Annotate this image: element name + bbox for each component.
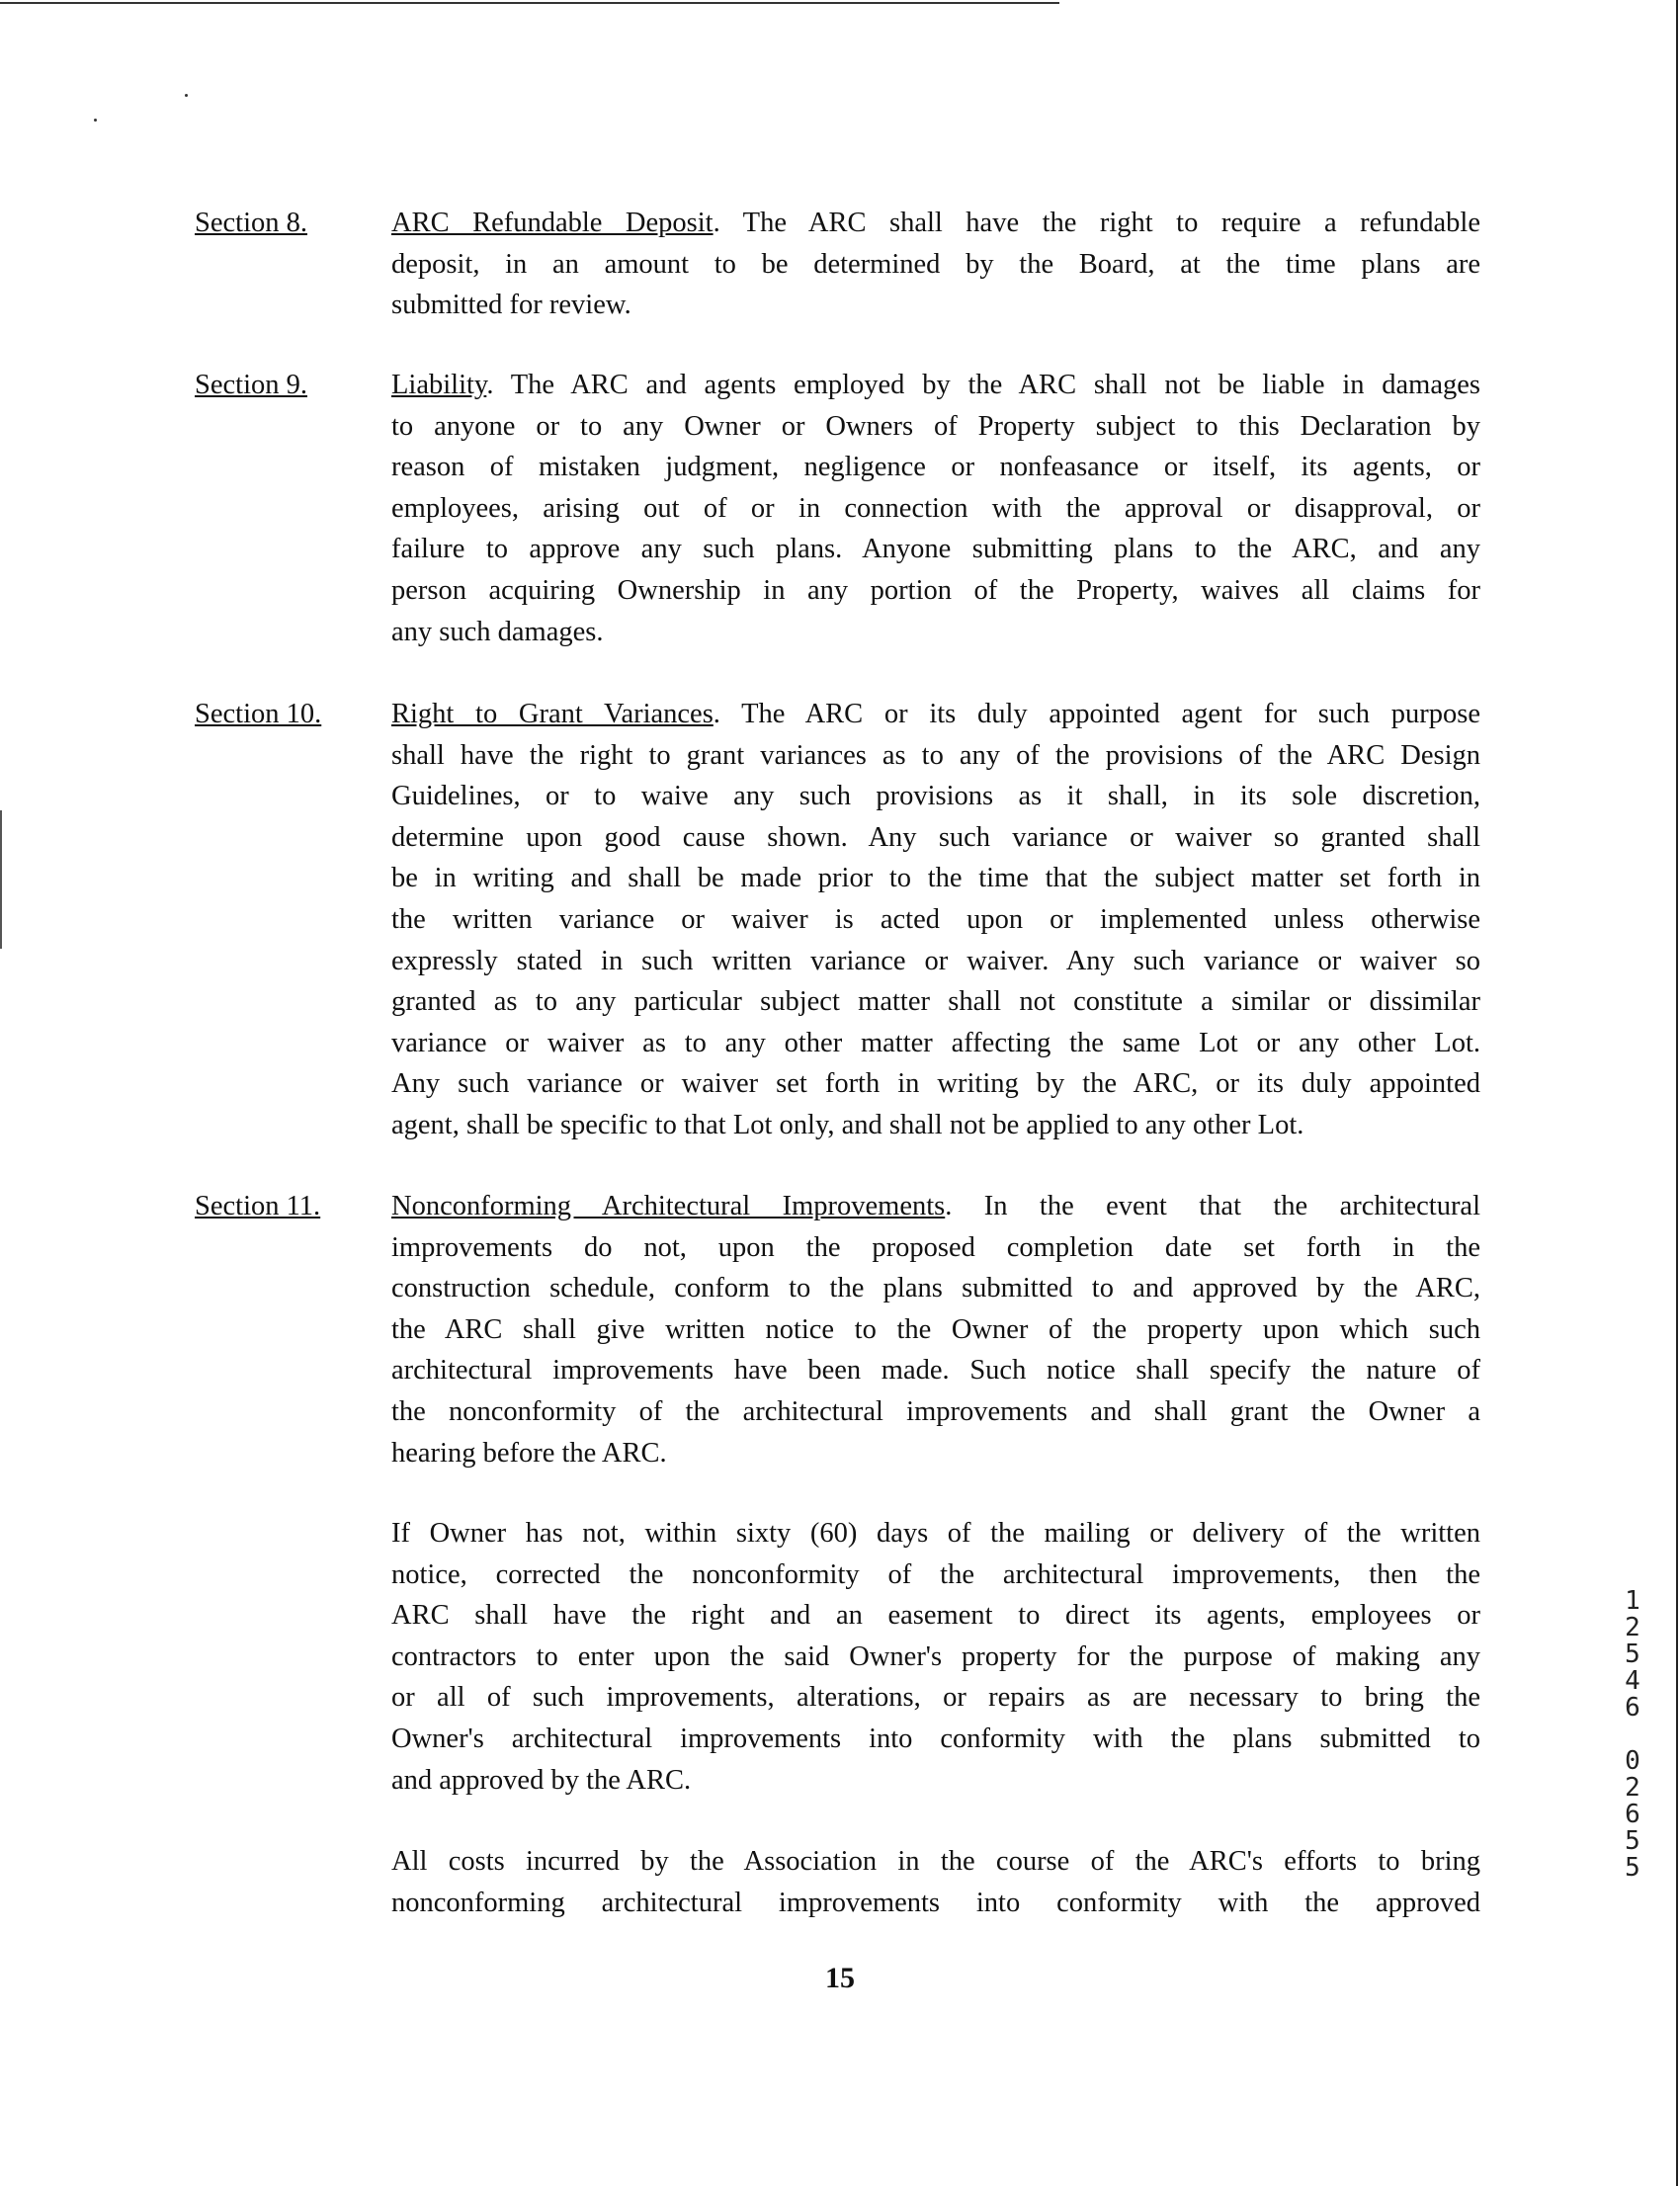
section-10 [195, 694, 1480, 1146]
paragraph [195, 1841, 1480, 1923]
line-text: granted as to any particular subject matter shall not constitute a similar or dissimilar [391, 986, 1480, 1018]
text-line [391, 447, 1480, 488]
text-line [391, 1227, 1480, 1269]
text-line [391, 1023, 1480, 1064]
line-text: contractors to enter upon the said Owner's property for the purpose of making any [391, 1640, 1480, 1672]
text-line [391, 1513, 1480, 1555]
text-line [391, 1433, 1480, 1474]
line-text: the written variance or waiver is acted upon or implemented unless otherwise [391, 903, 1480, 935]
text-line [391, 735, 1480, 777]
stamp-digit: 6 [1625, 1800, 1640, 1829]
line-text: ARC shall have the right and an easement to direct its agents, employees or [391, 1600, 1480, 1632]
text-line [391, 1883, 1480, 1924]
text-line [391, 981, 1480, 1023]
line-text: the nonconformity of the architectural improvements and shall grant the Owner a [391, 1395, 1480, 1427]
scan-edge-top [0, 2, 1059, 4]
line-text: notice, corrected the nonconformity of the architectural improvements, then the [391, 1558, 1480, 1590]
stamp-digit: 5 [1625, 1640, 1640, 1669]
text-line [391, 1637, 1480, 1678]
scan-speck [185, 94, 188, 97]
section-label: Section 8. [195, 208, 307, 238]
line-text: or all of such improvements, alterations, or repairs as are necessary to bring the [391, 1682, 1480, 1714]
stamp-digit: 2 [1625, 1773, 1640, 1803]
line-text: the ARC shall give written notice to the Owner of the property upon which such [391, 1313, 1480, 1345]
text-line [391, 1760, 1480, 1802]
line-text: construction schedule, conform to the plans submitted to and approved by the ARC, [391, 1273, 1480, 1304]
text-line [391, 858, 1480, 899]
text-line [391, 1677, 1480, 1719]
line-text: improvements do not, upon the proposed completion date set forth in the [391, 1231, 1480, 1263]
text-line [391, 817, 1480, 859]
line-text: . The ARC and agents employed by the ARC shall not be liable in damages [486, 370, 1480, 400]
text-line [391, 529, 1480, 570]
line-text: failure to approve any such plans. Anyone submitting plans to the ARC, and any [391, 534, 1480, 565]
text-line [391, 488, 1480, 530]
stamp-digit: 1 [1625, 1586, 1640, 1616]
line-text: hearing before the ARC. [391, 1437, 667, 1469]
line-text: shall have the right to grant variances as to any of the provisions of the ARC Design [391, 739, 1480, 771]
line-text: nonconforming architectural improvements into conformity with the approved [391, 1887, 1480, 1918]
text-line [391, 406, 1480, 448]
paragraph [195, 1513, 1480, 1801]
section-label: Section 9. [195, 370, 307, 400]
document-stamp-number [1618, 1588, 1647, 1882]
stamp-digit: 4 [1625, 1666, 1640, 1696]
stamp-digit: 0 [1625, 1746, 1640, 1776]
text-line [391, 1350, 1480, 1391]
text-line [391, 203, 1480, 244]
section-label: Section 10. [195, 699, 322, 729]
stamp-digit: 5 [1625, 1853, 1640, 1883]
line-text: be in writing and shall be made prior to the time that the subject matter set forth in [391, 863, 1480, 894]
line-text: any such damages. [391, 616, 604, 647]
line-text: agent, shall be specific to that Lot only, and shall not be applied to any other Lot. [391, 1109, 1304, 1140]
line-text: Guidelines, or to waive any such provisions as it shall, in its sole discretion, [391, 781, 1480, 812]
line-text: determine upon good cause shown. Any such variance or waiver so granted shall [391, 821, 1480, 853]
text-line [391, 1555, 1480, 1596]
line-text: . The ARC shall have the right to require a refundable [713, 208, 1480, 238]
text-line [391, 1841, 1480, 1883]
line-text: . The ARC or its duly appointed agent for such purpose [713, 699, 1480, 729]
stamp-digit: 6 [1625, 1693, 1640, 1723]
line-text: variance or waiver as to any other matter affecting the same Lot or any other Lot. [391, 1027, 1480, 1058]
text-line [391, 694, 1480, 735]
page-number: 15 [825, 1962, 855, 1994]
line-text: person acquiring Ownership in any portion of the Property, waives all claims for [391, 574, 1480, 606]
scan-speck [94, 119, 97, 122]
section-heading: Right to Grant Variances [391, 699, 714, 729]
text-line [391, 285, 1480, 326]
section-text [391, 203, 1480, 326]
stamp-digit: 5 [1625, 1826, 1640, 1856]
text-line [391, 1309, 1480, 1351]
line-text: and approved by the ARC. [391, 1764, 692, 1796]
line-text: deposit, in an amount to be determined by the Board, at the time plans are [391, 248, 1480, 280]
text-line [391, 899, 1480, 941]
scan-edge-right [1676, 0, 1678, 2186]
text-line [391, 365, 1480, 406]
section-text [391, 694, 1480, 1146]
line-text: architectural improvements have been made. Such notice shall specify the nature of [391, 1355, 1480, 1387]
line-text: Owner's architectural improvements into conformity with the plans submitted to [391, 1723, 1480, 1754]
text-line [391, 244, 1480, 286]
text-line [391, 941, 1480, 982]
section-label: Section 11. [195, 1191, 321, 1221]
section-text [391, 365, 1480, 652]
text-line [391, 1391, 1480, 1433]
scan-edge-left [0, 810, 2, 949]
text-line [391, 1719, 1480, 1760]
line-text: If Owner has not, within sixty (60) days of the mailing or delivery of the written [391, 1518, 1480, 1549]
section-heading: ARC Refundable Deposit [391, 208, 714, 238]
text-line [391, 1186, 1480, 1227]
text-line [391, 612, 1480, 653]
section-9 [195, 365, 1480, 652]
paragraph-text [391, 1513, 1480, 1801]
line-text: employees, arising out of or in connection with the approval or disapproval, or [391, 492, 1480, 524]
line-text: submitted for review. [391, 290, 631, 321]
line-text: to anyone or to any Owner or Owners of Property subject to this Declaration by [391, 410, 1480, 442]
line-text: All costs incurred by the Association in the course of the ARC's efforts to bring [391, 1846, 1480, 1877]
text-line [391, 1063, 1480, 1105]
paragraph-text [391, 1841, 1480, 1923]
line-text: . In the event that the architectural [945, 1191, 1480, 1221]
line-text: Any such variance or waiver set forth in writing by the ARC, or its duly appointed [391, 1068, 1480, 1100]
section-11 [195, 1186, 1480, 1473]
text-line [391, 1105, 1480, 1146]
text-line [391, 1595, 1480, 1637]
section-8 [195, 203, 1480, 326]
stamp-digit: 2 [1625, 1613, 1640, 1642]
stamp-digit [1618, 1722, 1647, 1748]
text-line [391, 1268, 1480, 1309]
section-text [391, 1186, 1480, 1473]
section-heading: Nonconforming Architectural Improvements [391, 1191, 946, 1221]
line-text: reason of mistaken judgment, negligence or nonfeasance or itself, its agents, or [391, 452, 1480, 483]
text-line [391, 776, 1480, 817]
text-line [391, 570, 1480, 612]
line-text: expressly stated in such written variance or waiver. Any such variance or waiver so [391, 945, 1480, 976]
section-heading: Liability [391, 370, 487, 400]
